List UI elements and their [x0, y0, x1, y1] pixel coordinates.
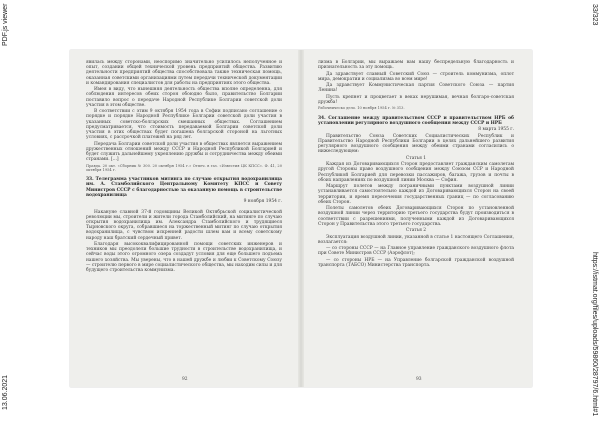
- left-para-3: В соответствии с этим 9 октября 1954 года в Софии подписано соглашение о порядке и порядке Народной Республике Болгарии советской доли участия в указанных советско-болгарских смешанных обществах. Соглашением предусматривается, что стоимость передаваемой Болгарии советской доли участия в этих обществах будет погашена болгарской стороной на льготных условиях, с рассрочкой платежей на ряд лет.: [86, 109, 282, 141]
- viewer-title-label: PDF.js viewer: [2, 3, 9, 46]
- source-url-label: https://istmat.org/files/uploads/59860/28797/6.html#1: [591, 252, 598, 417]
- right-page: [318, 60, 514, 380]
- left-para-6: Благодаря высококвалифицированной помощи советских инженеров и техников мы преодолели большие трудности в строительстве водохранилища, и сейчас воды этого огромного озера создадут условия для еще большего подъема нашего хозяйства. Мы уверены, что в нашей дружбе и любви к Советскому Союзу — строителю первого в мире социалистического общества, мы находим силы и для будущего строительства коммунизма.: [86, 242, 282, 274]
- right-para-11: Эксплуатация воздушной линии, указанной в статье 1 настоящего Соглашения, возлагается:: [318, 234, 514, 245]
- source-note-1: Правда. 20 окт. «Сборник № 300. 20 октября 1954 г.» Отпеч. в газ. «Известия ЦК КПСС». Ф. 41, 20 октября 1954 г.: [86, 163, 282, 172]
- document-heading-34: 34. Соглашение между правительством СССР и правительством НРБ об установлении регулярного воздушного сообщения между СССР и НРБ: [318, 115, 514, 126]
- right-para-9: Маршрут полетов между пограничными пунктами воздушной линии устанавливается самостоятельно каждой из Договаривающихся Сторон на своей территории, и время пересечения государственных границ — по согласованию обеих Сторон.: [318, 184, 514, 205]
- right-para-7: Правительство Союза Советских Социалистических Республик и Правительство Народной Республики Болгарии в целях дальнейшего развития регулярного воздушного сообщения между обеими странами согласились о нижеследующем:: [318, 133, 514, 155]
- right-top-text: лизма в Болгарии, мы выражаем вам нашу беспредельную благодарность и признательность за эту помощь.: [318, 60, 514, 71]
- document-date-34: 8 марта 1955 г.: [478, 127, 514, 133]
- right-list-item-1: — со стороны СССР — на Главное управление гражданского воздушного флота при Совете Министров СССР (Аэрофлот);: [318, 246, 514, 257]
- print-date-label: 13.06.2021: [2, 374, 9, 410]
- document-heading-33: 33. Телеграмма участников митинга по случаю открытия водохранилища им. А. Стамболийского Центральному Комитету КПСС и Совету Министров СССР с благодарностью за оказанную помощь в строительстве водохранилища: [86, 177, 282, 198]
- page-counter-label: 33/323: [591, 4, 598, 26]
- right-list-item-2: — со стороны НРБ — на Управление болгарской гражданской воздушной транспорта (ТАБСО) Министерства транспорта.: [318, 257, 514, 268]
- article-1-title: Статья 1: [405, 155, 427, 161]
- book-gutter: [298, 50, 304, 387]
- left-top-text: явилась между сторонами, неоспоримо значительно усилилось неполученное и опыт, создании общей технической уровень предприятий общества. Развитию деятельности предприятий общества способствовала также техническая помощь, оказанная советскими организациями путем передачи технической документации и командирования специалистов для работы на предприятиях этого общества.: [86, 60, 282, 86]
- left-page: [86, 60, 282, 380]
- slogan-2: Да здравствует Коммунистическая партия Советского Союза — партия Ленина!: [318, 83, 514, 94]
- page-number-right: 93: [416, 376, 422, 382]
- book-spread: [70, 50, 532, 387]
- left-para-2: Имея в виду, что нынешняя деятельность общества вполне определенна, для соблюдения интересов обеих сторон обоюдно было, правительство Болгарии поставило вопрос о передаче Народной Республике Болгарии советской доли участия в этом обществе.: [86, 87, 282, 108]
- source-note-2: Рабочническо дело. 10 ноября 1954 г. № 313.: [318, 106, 405, 111]
- article-2-title: Статья 2: [405, 228, 427, 234]
- slogan-1: Да здравствует славный Советский Союз — строитель коммунизма, оплот мира, демократии и социализма во всем мире!: [318, 71, 514, 82]
- left-para-4: Передача Болгарии советской доли участия в обществах является выражением дружественных отношений между СССР и Народной Республикой Болгарией и будет служить дальнейшему укреплению дружбы и сотрудничества между обеими странами. [...]: [86, 141, 282, 163]
- document-date-33: 9 ноября 1954 г.: [243, 199, 282, 205]
- page-number-left: 92: [182, 376, 188, 382]
- right-para-8: Каждая из Договаривающихся Сторон предоставляет гражданским самолетам другой Стороны право воздушного сообщения между Союзом ССР и Народной Республикой Болгарией для перевозки пассажиров, багажа, грузов и почты в обоих направлениях по воздушной линии Москва — София.: [318, 162, 514, 183]
- left-para-5: Накануне славной 37-й годовщины Великой Октябрьской социалистической революции мы, строители и жители города Стамболийский, на митинге по случаю открытия водохранилища им. Александра Стамболийского и трудящиеся Тырновского округа, собравшиеся на торжественный митинг по случаю открытия водохранилища, с чувством искренней радости шлем вам и всему советскому народу наш братский сердечный привет.: [86, 209, 282, 241]
- slogan-3: Пусть крепнет и процветает в веках нерушимая, вечная болгаро-советская дружба!: [318, 94, 514, 105]
- right-para-10: Полеты самолетов обеих Договаривающихся Сторон по установленной воздушной линии через территорию третьего государства будут производиться в соответствии с разрешениями, полученными каждой из Договаривающихся Сторон у Правительства этого третьего государства.: [318, 206, 514, 227]
